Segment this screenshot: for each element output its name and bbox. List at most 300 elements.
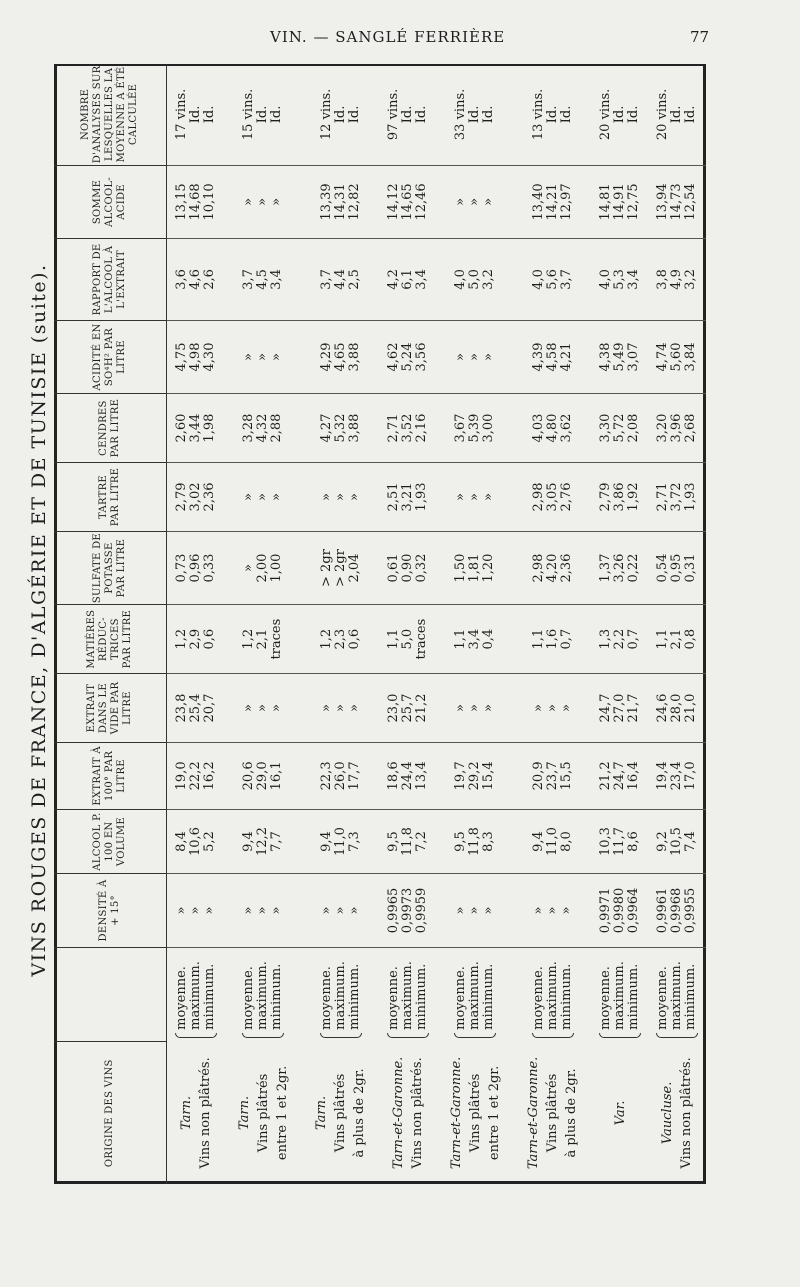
value-cell: [649, 165, 706, 238]
cell-value: 12,54: [683, 183, 699, 221]
value-cell: [649, 463, 706, 532]
origin-line: à plus de 2gr.: [352, 1068, 368, 1158]
cell-value: 8,4: [173, 831, 189, 852]
value-cell: [379, 743, 436, 810]
cell-value: »: [467, 906, 483, 915]
cell-value: »: [241, 197, 257, 206]
cell-value: 29,2: [467, 761, 483, 791]
origin-line: Tarn-et-Garonne.: [448, 1056, 464, 1170]
cell-value: 4,9: [669, 269, 685, 290]
stat-list: [656, 961, 698, 1030]
cell-value: 17,0: [683, 761, 699, 791]
column-header-12: SOMME ALCOOL-ACIDE: [54, 165, 167, 238]
cell-value: 20,7: [201, 693, 217, 723]
stat-label: moyenne.: [318, 966, 334, 1030]
cell-value: 4,6: [187, 269, 203, 290]
cell-value: 2,60: [173, 413, 189, 443]
table-row: [224, 64, 302, 1184]
brace-mark: [656, 1033, 698, 1038]
table-row: [592, 64, 649, 1184]
value-cell: [437, 874, 515, 947]
cell-value: 0,9961: [655, 887, 671, 934]
origin-line: Tarn.: [314, 1095, 330, 1130]
cell-value: »: [241, 564, 257, 573]
cell-value: 24,4: [399, 761, 415, 791]
cell-value: 6,1: [399, 269, 415, 290]
cell-value: 0,7: [626, 628, 642, 650]
cell-value: 1,92: [626, 482, 642, 512]
cell-value: »: [453, 906, 469, 915]
column-header-1: [54, 947, 167, 1042]
cell-value: »: [467, 353, 483, 361]
cell-value: »: [453, 353, 469, 361]
cell-value: »: [318, 704, 334, 713]
cell-value: 21,7: [626, 693, 642, 723]
cell-value: »: [332, 704, 348, 713]
cell-value: 0,9973: [399, 887, 415, 934]
cell-value: 3,02: [187, 482, 203, 512]
cell-value: 12,97: [558, 183, 574, 221]
cell-value: 1,1: [385, 628, 401, 650]
value-cell: [224, 320, 302, 393]
value-cell: [592, 320, 649, 393]
wine-origin: [167, 1042, 225, 1184]
cell-value: 20 vins.: [655, 88, 671, 141]
cell-value: 13,40: [530, 183, 546, 221]
cell-value: 1,93: [683, 482, 699, 512]
cell-value: 4,39: [530, 342, 546, 372]
value-cell: [592, 743, 649, 810]
cell-value: 0,73: [173, 553, 189, 583]
value-cell: [379, 809, 436, 874]
statistic-labels: [224, 947, 302, 1042]
cell-value: Id.: [255, 105, 271, 124]
cell-value: 23,4: [669, 761, 685, 791]
cell-value: 3,26: [612, 553, 628, 583]
cell-value: 3,72: [669, 482, 685, 512]
column-header-0: ORIGINE DES VINS: [54, 1042, 167, 1184]
value-cell: [167, 874, 225, 947]
stat-label: moyenne.: [530, 966, 546, 1030]
stat-label: moyenne.: [173, 966, 189, 1030]
wine-origin: [437, 1042, 515, 1184]
cell-value: 3,4: [626, 269, 642, 290]
column-header-13: NOMBRE D'ANALYSES SUR LESQUELLES LA MOYENNE A ÉTÉ CALCULÉE: [54, 64, 167, 165]
value-cell: [379, 394, 436, 463]
cell-value: »: [544, 906, 560, 915]
cell-value: 14,31: [332, 183, 348, 221]
value-cell: [649, 743, 706, 810]
cell-value: »: [318, 906, 334, 915]
statistic-labels: [437, 947, 515, 1042]
cell-value: »: [530, 906, 546, 915]
cell-value: 8,6: [626, 831, 642, 852]
cell-value: 3,84: [683, 342, 699, 372]
cell-value: 2,88: [269, 413, 285, 443]
value-cell: [224, 165, 302, 238]
cell-value: 3,4: [269, 269, 285, 290]
cell-value: 16,4: [626, 761, 642, 791]
cell-value: »: [481, 353, 497, 361]
cell-value: 15,5: [558, 761, 574, 791]
column-header-10: ACIDITÉ EN SO⁴H² PAR LITRE: [54, 320, 167, 393]
cell-value: 4,27: [318, 413, 334, 443]
cell-value: 29,0: [255, 761, 271, 791]
value-cell: [649, 674, 706, 743]
cell-value: Id.: [544, 105, 560, 124]
stat-label: moyenne.: [598, 966, 614, 1030]
value-cell: [167, 394, 225, 463]
value-cell: [224, 239, 302, 321]
cell-value: 10,3: [598, 827, 614, 857]
cell-value: Id.: [346, 105, 362, 124]
cell-value: 3,96: [669, 413, 685, 443]
value-cell: [167, 165, 225, 238]
stat-label: moyenne.: [241, 966, 257, 1030]
cell-value: »: [481, 704, 497, 713]
cell-value: 12,82: [346, 183, 362, 221]
value-cell: [592, 64, 649, 165]
cell-value: 3,05: [544, 482, 560, 512]
cell-value: Id.: [201, 105, 217, 124]
value-cell: [514, 64, 592, 165]
cell-value: 4,4: [332, 269, 348, 290]
cell-value: 4,58: [544, 342, 560, 372]
cell-value: 14,21: [544, 183, 560, 221]
cell-value: 8,0: [558, 831, 574, 852]
cell-value: Id.: [626, 105, 642, 124]
cell-value: 5,49: [612, 342, 628, 372]
cell-value: 3,88: [346, 413, 362, 443]
column-header-9: CENDRES PAR LITRE: [54, 394, 167, 463]
cell-value: Id.: [481, 105, 497, 124]
stat-label: moyenne.: [385, 966, 401, 1030]
cell-value: 3,52: [399, 413, 415, 443]
value-cell: [302, 674, 380, 743]
value-cell: [302, 743, 380, 810]
cell-value: Id.: [612, 105, 628, 124]
cell-value: 33 vins.: [453, 88, 469, 141]
cell-value: 3,88: [346, 342, 362, 372]
cell-value: 3,56: [413, 342, 429, 372]
cell-value: 3,6: [173, 269, 189, 290]
stat-label: minimum.: [413, 963, 429, 1030]
origin-line: Tarn-et-Garonne.: [526, 1056, 542, 1170]
wine-origin: [649, 1042, 706, 1184]
cell-value: »: [269, 353, 285, 361]
cell-value: »: [346, 493, 362, 501]
stat-label: maximum.: [544, 961, 560, 1030]
cell-value: 2,68: [683, 413, 699, 443]
value-cell: [437, 64, 515, 165]
value-cell: [379, 239, 436, 321]
cell-value: 5,0: [399, 628, 415, 650]
cell-value: 13,15: [173, 183, 189, 221]
cell-value: 12,2: [255, 827, 271, 857]
value-cell: [592, 165, 649, 238]
cell-value: 7,2: [413, 831, 429, 852]
value-cell: [592, 809, 649, 874]
value-cell: [592, 874, 649, 947]
cell-value: »: [241, 493, 257, 501]
statistic-labels: [167, 947, 225, 1042]
cell-value: 17 vins.: [173, 88, 189, 141]
table-header-row: [54, 64, 167, 1184]
value-cell: [514, 394, 592, 463]
cell-value: Id.: [269, 105, 285, 124]
wine-origin: [592, 1042, 649, 1184]
column-header-5: EXTRAIT DANS LE VIDE PAR LITRE: [54, 674, 167, 743]
stat-label: maximum.: [467, 961, 483, 1030]
table-row: [514, 64, 592, 1184]
cell-value: »: [558, 704, 574, 713]
cell-value: 1,1: [655, 628, 671, 650]
wine-origin: [379, 1042, 436, 1184]
cell-value: »: [241, 353, 257, 361]
table-row: [379, 64, 436, 1184]
cell-value: 28,0: [669, 693, 685, 723]
origin-line: Vins plâtrés: [545, 1073, 561, 1153]
value-cell: [224, 809, 302, 874]
cell-value: »: [187, 906, 203, 915]
column-header-6: MATIÈRES RÉDUC-TRICES PAR LITRE: [54, 605, 167, 674]
stat-list: [175, 961, 217, 1030]
cell-value: 2,08: [626, 413, 642, 443]
cell-value: »: [481, 906, 497, 915]
cell-value: 2,6: [201, 269, 217, 290]
cell-value: 23,0: [385, 693, 401, 723]
cell-value: 2,79: [173, 482, 189, 512]
origin-line: Vins non plâtrés.: [679, 1057, 695, 1169]
cell-value: »: [241, 704, 257, 713]
brace-mark: [599, 1033, 641, 1038]
cell-value: »: [453, 197, 469, 206]
statistic-labels: [302, 947, 380, 1042]
value-cell: [649, 394, 706, 463]
value-cell: [437, 320, 515, 393]
value-cell: [224, 463, 302, 532]
cell-value: 14,12: [385, 183, 401, 221]
origin-line: Vins plâtrés: [333, 1073, 349, 1153]
cell-value: 0,9968: [669, 887, 685, 934]
origin-line: entre 1 et 2gr.: [486, 1065, 502, 1161]
cell-value: 11,0: [544, 827, 560, 857]
cell-value: 0,32: [413, 553, 429, 583]
stat-label: minimum.: [683, 963, 699, 1030]
cell-value: Id.: [413, 105, 429, 124]
statistic-labels: [649, 947, 706, 1042]
cell-value: > 2gr: [332, 549, 348, 587]
cell-value: 24,7: [598, 693, 614, 723]
cell-value: »: [269, 704, 285, 713]
value-cell: [302, 239, 380, 321]
cell-value: 4,0: [453, 269, 469, 290]
cell-value: Id.: [399, 105, 415, 124]
cell-value: 9,4: [318, 831, 334, 852]
cell-value: 23,7: [544, 761, 560, 791]
cell-value: 1,1: [530, 628, 546, 650]
cell-value: 13,39: [318, 183, 334, 221]
stat-label: maximum.: [255, 961, 271, 1030]
stat-label: minimum.: [558, 963, 574, 1030]
cell-value: »: [467, 704, 483, 713]
value-cell: [592, 394, 649, 463]
cell-value: 2,2: [612, 628, 628, 650]
value-cell: [379, 64, 436, 165]
cell-value: 0,9980: [612, 887, 628, 934]
origin-line: Vins non plâtrés.: [409, 1057, 425, 1169]
cell-value: 4,30: [201, 342, 217, 372]
wine-analysis-table: [54, 64, 706, 1184]
column-header-2: DENSITÉ À + 15°: [54, 874, 167, 947]
cell-value: »: [453, 704, 469, 713]
value-cell: [302, 165, 380, 238]
cell-value: 0,54: [655, 553, 671, 583]
cell-value: 1,2: [241, 628, 257, 650]
value-cell: [649, 239, 706, 321]
origin-line: Tarn-et-Garonne.: [390, 1056, 406, 1170]
cell-value: 3,21: [399, 482, 415, 512]
cell-value: 9,4: [241, 831, 257, 852]
brace-mark: [175, 1033, 217, 1038]
cell-value: 25,7: [399, 693, 415, 723]
value-cell: [514, 165, 592, 238]
value-cell: [437, 394, 515, 463]
stat-label: minimum.: [346, 963, 362, 1030]
statistic-labels: [592, 947, 649, 1042]
cell-value: 2,71: [655, 482, 671, 512]
stat-label: minimum.: [269, 963, 285, 1030]
cell-value: 9,5: [385, 831, 401, 852]
origin-line: Vins plâtrés: [255, 1073, 271, 1153]
value-cell: [437, 165, 515, 238]
table-caption: VINS ROUGES DE FRANCE, D'ALGÉRIE ET DE TUNISIE (suite).: [28, 263, 50, 977]
value-cell: [514, 463, 592, 532]
table-body: [167, 64, 707, 1184]
wine-origin: [224, 1042, 302, 1184]
cell-value: 1,2: [173, 628, 189, 650]
value-cell: [167, 320, 225, 393]
cell-value: 26,0: [332, 761, 348, 791]
cell-value: 3,7: [558, 269, 574, 290]
value-cell: [167, 239, 225, 321]
cell-value: »: [269, 493, 285, 501]
cell-value: 4,98: [187, 342, 203, 372]
value-cell: [649, 64, 706, 165]
cell-value: 1,93: [413, 482, 429, 512]
cell-value: 0,9971: [598, 887, 614, 934]
cell-value: 2,76: [558, 482, 574, 512]
cell-value: 13,94: [655, 183, 671, 221]
value-cell: [514, 874, 592, 947]
wine-origin: [514, 1042, 592, 1184]
cell-value: Id.: [332, 105, 348, 124]
cell-value: 3,4: [467, 628, 483, 650]
stat-list: [320, 961, 362, 1030]
wine-origin: [302, 1042, 380, 1184]
value-cell: [302, 605, 380, 674]
cell-value: 4,32: [255, 413, 271, 443]
value-cell: [302, 809, 380, 874]
stat-list: [599, 961, 641, 1030]
value-cell: [592, 531, 649, 604]
value-cell: [224, 674, 302, 743]
cell-value: 14,81: [598, 183, 614, 221]
cell-value: 3,20: [655, 413, 671, 443]
cell-value: 13 vins.: [530, 88, 546, 141]
cell-value: Id.: [467, 105, 483, 124]
cell-value: Id.: [558, 105, 574, 124]
cell-value: 13,4: [413, 761, 429, 791]
value-cell: [379, 874, 436, 947]
cell-value: 22,2: [187, 761, 203, 791]
cell-value: 2,00: [255, 553, 271, 583]
cell-value: »: [453, 493, 469, 501]
cell-value: »: [269, 906, 285, 915]
value-cell: [649, 320, 706, 393]
cell-value: 12,75: [626, 183, 642, 221]
cell-value: 11,7: [612, 827, 628, 857]
cell-value: 16,1: [269, 761, 285, 791]
cell-value: 20 vins.: [598, 88, 614, 141]
cell-value: 0,7: [558, 628, 574, 650]
cell-value: 2,98: [530, 553, 546, 583]
cell-value: 3,28: [241, 413, 257, 443]
value-cell: [224, 874, 302, 947]
cell-value: 0,22: [626, 553, 642, 583]
cell-value: »: [255, 353, 271, 361]
value-cell: [437, 674, 515, 743]
brace-mark: [387, 1033, 429, 1038]
brace-mark: [454, 1033, 496, 1038]
cell-value: »: [481, 493, 497, 501]
cell-value: Id.: [683, 105, 699, 124]
cell-value: »: [173, 906, 189, 915]
cell-value: 7,7: [269, 831, 285, 852]
cell-value: 2,51: [385, 482, 401, 512]
cell-value: 15 vins.: [241, 88, 257, 141]
cell-value: 4,5: [255, 269, 271, 290]
cell-value: 0,6: [201, 628, 217, 650]
value-cell: [302, 394, 380, 463]
cell-value: 3,86: [612, 482, 628, 512]
cell-value: 3,8: [655, 269, 671, 290]
origin-line: Vins non plâtrés.: [197, 1057, 213, 1169]
value-cell: [167, 605, 225, 674]
value-cell: [167, 743, 225, 810]
cell-value: 2,5: [346, 269, 362, 290]
cell-value: 7,3: [346, 831, 362, 852]
cell-value: 15,4: [481, 761, 497, 791]
cell-value: traces: [413, 618, 429, 660]
cell-value: 1,98: [201, 413, 217, 443]
cell-value: 23,8: [173, 693, 189, 723]
stat-label: maximum.: [187, 961, 203, 1030]
value-cell: [302, 463, 380, 532]
cell-value: 3,7: [318, 269, 334, 290]
running-title: VIN. — SANGLÉ FERRIÈRE: [270, 28, 506, 46]
cell-value: »: [332, 906, 348, 915]
cell-value: 4,62: [385, 342, 401, 372]
cell-value: 1,81: [467, 553, 483, 583]
value-cell: [514, 809, 592, 874]
value-cell: [167, 674, 225, 743]
cell-value: 1,1: [453, 628, 469, 650]
cell-value: 97 vins.: [385, 88, 401, 141]
origin-line: Tarn.: [178, 1095, 194, 1130]
cell-value: 0,4: [481, 628, 497, 650]
cell-value: »: [255, 704, 271, 713]
